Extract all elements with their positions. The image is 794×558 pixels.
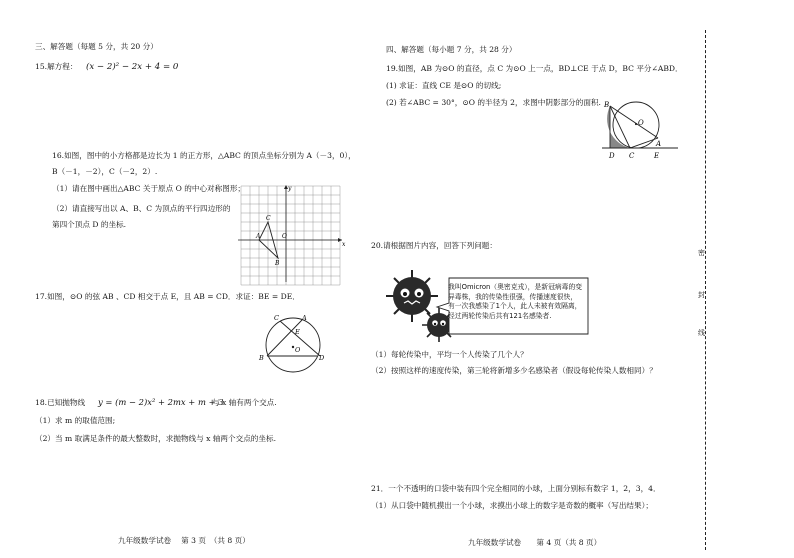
q17-label-B: B [259, 354, 264, 362]
q16-line1: 16.如图，图中的小方格都是边长为 1 的正方形，△ABC 的顶点坐标分别为 A（－3，0）， [52, 151, 356, 160]
q16-part1: （1）请在图中画出△ABC 关于原点 O 的中心对称图形； [52, 184, 246, 193]
q19-label-O: O [638, 119, 644, 127]
page3-footer: 九年级数学试卷 第 3 页 （共 8 页） [118, 536, 250, 545]
q15-equation: (x − 2)² − 2x + 4 = 0 [86, 62, 179, 72]
q17-text: 17.如图，⊙O 的弦 AB 、CD 相交于点 E，且 AB = CD．求证：BE = DE． [35, 292, 300, 301]
q17-label-C: C [274, 314, 279, 322]
q21-line1: 21．一个不透明的口袋中装有四个完全相同的小球，上面分别标有数字 1，2，3，4． [371, 484, 661, 493]
page4-footer: 九年级数学试卷 第 4 页（共 8 页） [468, 538, 602, 547]
q18-part1: （1）求 m 的取值范围; [35, 416, 116, 425]
q19-circle-figure [598, 98, 680, 162]
q16-part2: （2）请直接写出以 A、B、C 为顶点的平行四边形的 [52, 204, 231, 213]
q15-prefix: 15.解方程： [35, 62, 78, 71]
q19-label-E: E [654, 152, 660, 160]
q16-label-C: C [266, 215, 271, 222]
q16-line2: B（－1，－2），C（－2，2）. [52, 167, 158, 176]
q16-label-A: A [256, 233, 261, 240]
q18-prefix: 18.已知抛物线 [35, 398, 86, 407]
q19-label-B: B [604, 101, 610, 109]
speech-bubble-text: 我叫Omicron（奥密克戎），是新冠病毒的变异毒株，我的传染性很强，传播速度很快，有一次我感染了1个人，此人未被有效隔离，经过两轮传染后共有121名感染者. [448, 283, 583, 320]
q19-label-A: A [656, 140, 662, 148]
q19-line1: 19.如图，AB 为⊙O 的直径，点 C 为⊙O 上一点，BD⊥CE 于点 D，BC 平分∠ABD． [386, 64, 683, 73]
q16-label-x: x [342, 241, 346, 248]
binding-char-feng: 封 [698, 291, 705, 299]
q21-part1: （1）从口袋中随机摸出一个小球，求摸出小球上的数字是奇数的概率（写出结果）； [371, 501, 653, 510]
q16-label-B: B [275, 260, 280, 267]
q18-equation: y = (m − 2)x² + 2mx + m + 3 [98, 397, 224, 407]
section-3-title: 三、解答题（每题 5 分，共 20 分） [35, 42, 158, 51]
q17-circle-figure [255, 310, 340, 370]
binding-char-xian: 线 [698, 329, 705, 337]
q17-label-D: D [319, 354, 325, 362]
q16-label-y: y [288, 185, 292, 192]
q17-label-E: E [295, 328, 300, 336]
q19-part2: (2) 若∠ABC = 30°，⊙O 的半径为 2，求图中阴影部分的面积. [386, 98, 601, 107]
q17-label-A: A [302, 314, 307, 322]
q19-label-D: D [609, 152, 615, 160]
q18-part2: （2）当 m 取满足条件的最大整数时，求抛物线与 x 轴两个交点的坐标. [35, 434, 277, 443]
q20-part1: （1）每轮传染中，平均一个人传染了几个人？ [371, 350, 528, 359]
binding-char-mi: 密 [698, 249, 705, 257]
q19-part1: (1) 求证：直线 CE 是⊙O 的切线; [386, 81, 502, 90]
q16-part3: 第四个顶点 D 的坐标. [52, 220, 127, 229]
binding-dashed-line [705, 30, 706, 550]
q19-label-C: C [629, 152, 635, 160]
q18-suffix: 与 x 轴有两个交点. [212, 398, 277, 407]
q16-label-O: O [282, 233, 287, 240]
q16-coordinate-grid [238, 184, 348, 284]
q20-part2: （2）按照这样的速度传染，第三轮将新增多少名感染者（假设每轮传染人数相同）？ [371, 366, 657, 375]
section-4-title: 四、解答题（每小题 7 分，共 28 分） [386, 45, 517, 54]
q17-label-O: O [295, 346, 301, 354]
q20-line1: 20.请根据图片内容，回答下列问题： [371, 241, 497, 250]
